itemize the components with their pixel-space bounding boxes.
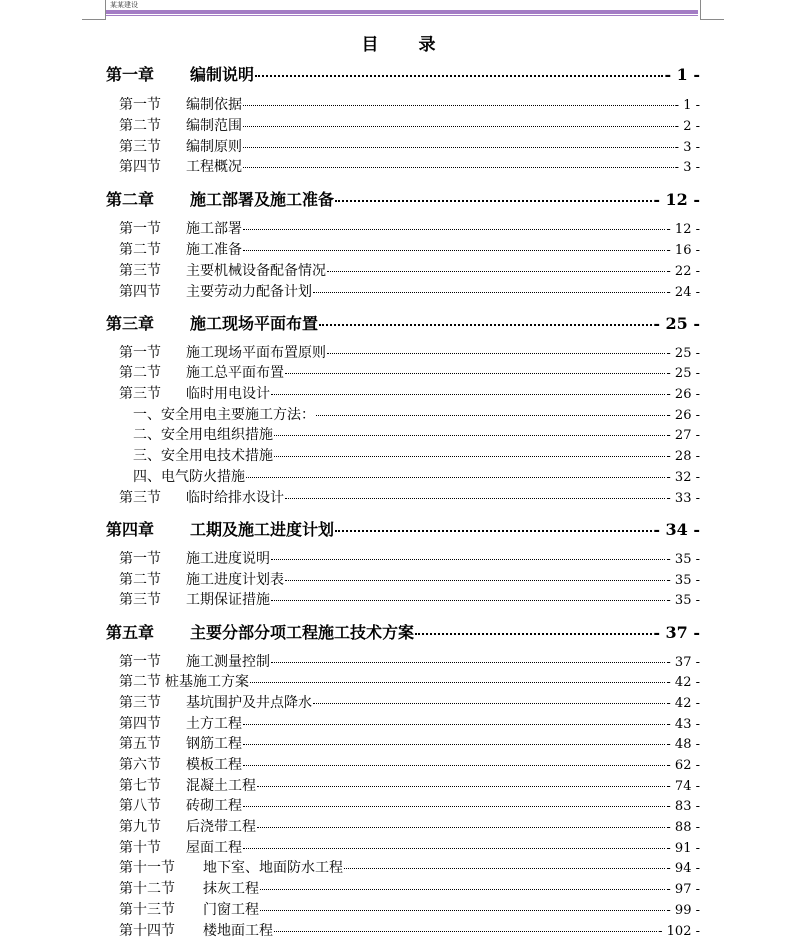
toc-section-entry[interactable] [119, 920, 700, 940]
dot-leader [243, 147, 674, 148]
dot-leader [260, 910, 665, 911]
toc-entry-title: 安全用电主要施工方法： [161, 407, 315, 423]
toc-entry-label: 第一节 [119, 654, 161, 670]
dot-leader [243, 167, 674, 168]
toc-entry-label: 第七节 [119, 778, 161, 794]
toc-section-entry[interactable] [119, 857, 700, 877]
toc-entry-label: 二、 [133, 427, 161, 443]
dot-leader [257, 786, 665, 787]
dot-leader [327, 271, 665, 272]
dot-leader [243, 105, 674, 106]
toc-page-number: - 48 - [666, 737, 700, 752]
toc-entry-label: 第三节 [119, 263, 161, 279]
toc-page-number: - 37 - [653, 623, 700, 642]
toc-page-number: - 24 - [666, 285, 700, 300]
toc-page-number: - 62 - [666, 758, 700, 773]
toc-page-number: - 43 - [666, 717, 700, 732]
toc-entry-title: 砖砌工程 [186, 798, 242, 814]
toc-page-number: - 35 - [666, 552, 700, 567]
toc-entry-title: 工期保证措施 [186, 592, 270, 608]
toc-entry-title: 后浇带工程 [186, 819, 256, 835]
dot-leader [260, 889, 665, 890]
page-header: 某某建设 [110, 1, 138, 9]
toc-entry-label: 第五节 [119, 736, 161, 752]
dot-leader [243, 250, 665, 251]
toc-section-entry[interactable] [119, 775, 700, 795]
toc-entry-title: 施工现场平面布置原则 [186, 345, 326, 361]
dot-leader [274, 456, 665, 457]
toc-entry-title: 土方工程 [186, 716, 242, 732]
toc-entry-label: 第十四节 [119, 923, 175, 939]
toc-entry-label: 第六节 [119, 757, 161, 773]
dot-leader [243, 229, 665, 230]
toc-entry-title: 编制说明 [190, 65, 255, 84]
dot-leader [250, 682, 665, 683]
toc-entry-title: 编制依据 [186, 97, 242, 113]
toc-entry-label: 第十节 [119, 840, 161, 856]
crop-mark [700, 19, 724, 20]
toc-page-number: - 25 - [666, 366, 700, 381]
toc-entry-title: 主要分部分项工程施工技术方案 [190, 623, 415, 642]
toc-section-entry[interactable] [119, 383, 700, 403]
toc-entry-title: 安全用电组织措施 [161, 427, 273, 443]
toc-entry-title: 编制原则 [186, 139, 242, 155]
toc-section-entry[interactable] [119, 713, 700, 733]
toc-section-entry[interactable] [119, 837, 700, 857]
toc-entry-title: 混凝土工程 [186, 778, 256, 794]
toc-entry-title: 施工进度计划表 [186, 572, 284, 588]
toc-page-number: - 25 - [653, 314, 700, 333]
toc-section-entry[interactable] [119, 218, 700, 238]
toc-entry-title: 施工部署及施工准备 [190, 190, 335, 209]
toc-page-number: - 2 - [674, 119, 700, 134]
toc-entry-label: 第四节 [119, 284, 161, 300]
toc-title-right: 录 [418, 35, 436, 55]
dot-leader [285, 373, 665, 374]
toc-chapter-entry[interactable] [106, 311, 700, 334]
toc-section-entry[interactable] [119, 115, 700, 135]
toc-entry-label: 四、 [133, 469, 161, 485]
toc-entry-label: 第一节 [119, 221, 161, 237]
toc-entry-label: 第三节 [119, 386, 161, 402]
toc-page-number: - 34 - [653, 520, 700, 539]
toc-entry-label: 第二章 [106, 190, 155, 209]
toc-entry-title: 施工测量控制 [186, 654, 270, 670]
toc-page-number: - 3 - [674, 160, 700, 175]
toc-entry-label: 第十二节 [119, 881, 175, 897]
crop-mark [82, 19, 106, 20]
dot-leader [415, 633, 652, 635]
dot-leader [327, 353, 665, 354]
toc-page-number: - 27 - [666, 428, 700, 443]
toc-page-number: - 33 - [666, 491, 700, 506]
dot-leader [274, 435, 665, 436]
dot-leader [243, 126, 674, 127]
toc-entry-title: 施工总平面布置 [186, 365, 284, 381]
dot-leader [243, 806, 665, 807]
toc-page-number: - 94 - [666, 861, 700, 876]
header-rule-thin [106, 15, 698, 16]
toc-page-number: - 22 - [666, 264, 700, 279]
dot-leader [335, 530, 652, 532]
toc-subsection-entry[interactable] [133, 404, 700, 424]
dot-leader [271, 600, 665, 601]
crop-mark [700, 0, 701, 20]
header-rule [106, 10, 698, 14]
toc-entry-label: 第九节 [119, 819, 161, 835]
dot-leader [243, 744, 665, 745]
toc-page-number: - 42 - [666, 696, 700, 711]
toc-section-entry[interactable] [119, 487, 700, 507]
toc-title [0, 30, 797, 55]
toc-section-entry[interactable] [119, 569, 700, 589]
dot-leader [313, 703, 665, 704]
toc-section-entry[interactable] [119, 816, 700, 836]
toc-section-entry[interactable] [119, 281, 700, 301]
toc-entry-title: 编制范围 [186, 118, 242, 134]
toc-page-number: - 12 - [666, 222, 700, 237]
toc-page-number: - 88 - [666, 820, 700, 835]
toc-entry-label: 第二节 [119, 572, 161, 588]
toc-entry-label: 第三节 [119, 695, 161, 711]
toc-entry-label: 第三节 [119, 490, 161, 506]
dot-leader [243, 765, 665, 766]
toc-page-number: - 1 - [664, 65, 700, 84]
toc-entry-label: 第四章 [106, 520, 155, 539]
toc-section-entry[interactable] [119, 795, 700, 815]
toc-chapter-entry[interactable] [106, 620, 700, 643]
dot-leader [344, 868, 665, 869]
toc-entry-label: 第二节 [119, 118, 161, 134]
toc-entry-label: 三、 [133, 448, 161, 464]
dot-leader [255, 75, 663, 77]
toc-entry-label: 第三章 [106, 314, 155, 333]
toc-entry-label: 第八节 [119, 798, 161, 814]
toc-section-entry[interactable] [119, 692, 700, 712]
toc-page-number: - 25 - [666, 346, 700, 361]
dot-leader [285, 498, 665, 499]
toc-page-number: - 26 - [666, 408, 700, 423]
toc-chapter-entry[interactable] [106, 517, 700, 540]
toc-entry-label: 第二节 [119, 242, 161, 258]
toc-page-number: - 35 - [666, 593, 700, 608]
toc-page-number: - 37 - [666, 655, 700, 670]
toc-entry-label: 第五章 [106, 623, 155, 642]
dot-leader [271, 662, 665, 663]
toc-section-entry[interactable] [119, 899, 700, 919]
toc-page-number: - 3 - [674, 140, 700, 155]
toc-entry-label: 第三节 [119, 139, 161, 155]
toc-entry-title: 施工部署 [186, 221, 242, 237]
toc-entry-label: 第四节 [119, 716, 161, 732]
toc-page-number: - 97 - [666, 882, 700, 897]
dot-leader [243, 724, 665, 725]
toc-section-entry[interactable] [119, 94, 700, 114]
toc-page-number: - 26 - [666, 387, 700, 402]
toc-section-entry[interactable] [119, 342, 700, 362]
toc-entry-title: 施工进度说明 [186, 551, 270, 567]
toc-page-number: - 42 - [666, 675, 700, 690]
toc-entry-label: 第三节 [119, 592, 161, 608]
toc-entry-label: 第一节 [119, 551, 161, 567]
toc-entry-title: 临时用电设计 [186, 386, 270, 402]
toc-chapter-entry[interactable] [106, 187, 700, 210]
toc-entry-title: 桩基施工方案 [165, 674, 249, 690]
toc-section-entry[interactable] [119, 651, 700, 671]
toc-entry-title: 主要劳动力配备计划 [186, 284, 312, 300]
toc-entry-label: 第一节 [119, 97, 161, 113]
dot-leader [319, 324, 652, 326]
toc-section-entry[interactable] [119, 136, 700, 156]
toc-entry-title: 门窗工程 [203, 902, 259, 918]
toc-page-number: - 28 - [666, 449, 700, 464]
toc-subsection-entry[interactable] [133, 424, 700, 444]
toc-section-entry[interactable] [119, 733, 700, 753]
toc-entry-title: 地下室、地面防水工程 [203, 860, 343, 876]
toc-entry-label: 第二节 [119, 674, 161, 690]
dot-leader [335, 200, 652, 202]
toc-entry-title: 施工准备 [186, 242, 242, 258]
toc-entry-title: 模板工程 [186, 757, 242, 773]
toc-section-entry[interactable] [119, 548, 700, 568]
toc-entry-label: 一、 [133, 407, 161, 423]
dot-leader [257, 827, 665, 828]
toc-entry-title: 主要机械设备配备情况 [186, 263, 326, 279]
toc-entry-title: 抹灰工程 [203, 881, 259, 897]
dot-leader [316, 415, 665, 416]
toc-entry-label: 第十三节 [119, 902, 175, 918]
toc-page-number: - 102 - [658, 924, 700, 939]
toc-entry-title: 工期及施工进度计划 [190, 520, 335, 539]
toc-page-number: - 32 - [666, 470, 700, 485]
toc-section-entry[interactable] [119, 878, 700, 898]
toc-section-entry[interactable] [119, 260, 700, 280]
dot-leader [313, 292, 665, 293]
toc-entry-title: 屋面工程 [186, 840, 242, 856]
toc-title-left: 目 [361, 35, 379, 55]
toc-entry-label: 第十一节 [119, 860, 175, 876]
toc-page-number: - 74 - [666, 779, 700, 794]
toc-section-entry[interactable] [119, 156, 700, 176]
toc-page-number: - 83 - [666, 799, 700, 814]
toc-entry-label: 第二节 [119, 365, 161, 381]
toc-chapter-entry[interactable] [106, 62, 700, 85]
toc-entry-label: 第一章 [106, 65, 155, 84]
toc-entry-title: 临时给排水设计 [186, 490, 284, 506]
dot-leader [274, 931, 657, 932]
toc-page-number: - 16 - [666, 243, 700, 258]
toc-section-entry[interactable] [119, 589, 700, 609]
toc-entry-title: 电气防火措施 [161, 469, 245, 485]
toc-entry-title: 楼地面工程 [203, 923, 273, 939]
toc-section-entry[interactable] [119, 754, 700, 774]
toc-page-number: - 35 - [666, 573, 700, 588]
toc-page-number: - 12 - [653, 190, 700, 209]
toc-entry-title: 基坑围护及井点降水 [186, 695, 312, 711]
dot-leader [271, 559, 665, 560]
toc-entry-title: 工程概况 [186, 159, 242, 175]
dot-leader [271, 394, 665, 395]
toc-page-number: - 1 - [674, 98, 700, 113]
toc-entry-title: 施工现场平面布置 [190, 314, 319, 333]
toc-page-number: - 91 - [666, 841, 700, 856]
toc-entry-title: 安全用电技术措施 [161, 448, 273, 464]
toc-entry-label: 第四节 [119, 159, 161, 175]
toc-section-entry[interactable] [119, 362, 700, 382]
dot-leader [243, 848, 665, 849]
dot-leader [246, 477, 665, 478]
toc-subsection-entry[interactable] [133, 466, 700, 486]
toc-section-entry[interactable] [119, 671, 700, 691]
toc-section-entry[interactable] [119, 239, 700, 259]
dot-leader [285, 580, 665, 581]
toc-subsection-entry[interactable] [133, 445, 700, 465]
toc-page-number: - 99 - [666, 903, 700, 918]
toc-entry-label: 第一节 [119, 345, 161, 361]
toc-entry-title: 钢筋工程 [186, 736, 242, 752]
